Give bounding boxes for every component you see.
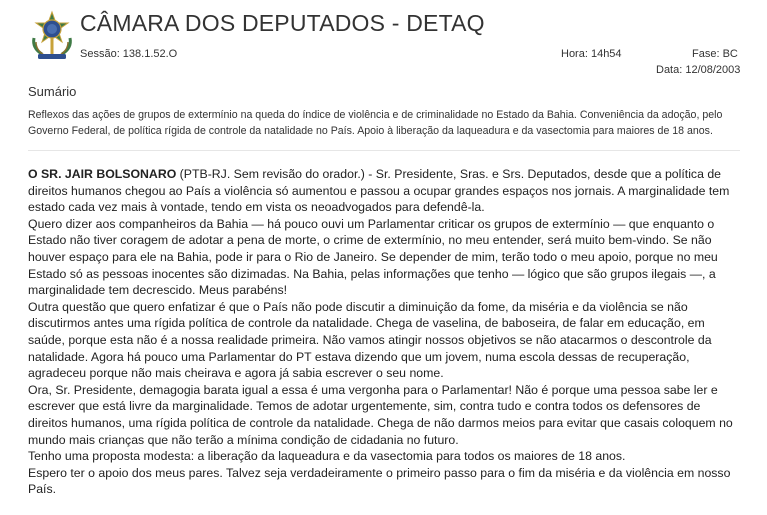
speech-paragraph: Ora, Sr. Presidente, demagogia barata igual a essa é uma vergonha para o Parlamentar! Não é porque uma pessoa sabe ler e escrever que está livre da marginalidade. Temos de adotar urgentemente, sim, contra tudo e contra todos os defensores de direitos humanos, uma rígida política de controle da natalidade. Chega de não darmos meios para evitar que casais coloquem no mundo mais crianças que não terão a mínima condição de cidadania no futuro. bbox=[28, 382, 733, 447]
speech-paragraph: Espero ter o apoio dos meus pares. Talvez seja verdadeiramente o primeiro passo para o fim da miséria e da violência em nosso País. bbox=[28, 465, 731, 497]
section-divider bbox=[28, 150, 740, 151]
phase-label: Fase: BC bbox=[692, 48, 738, 60]
speech-body bbox=[28, 166, 742, 498]
speech-paragraph: Tenho uma proposta modesta: a liberação da laqueadura e da vasectomia para todos os maiores de 18 anos. bbox=[28, 449, 626, 464]
speech-paragraph: Quero dizer aos companheiros da Bahia — há pouco ouvi um Parlamentar criticar os grupos de extermínio — que enquanto o Estado não tiver coragem de adotar a pena de morte, o crime de extermínio, no meu entender, será muito bem-vindo. Se não houver espaço para ele na Bahia, pode ir para o Rio de Janeiro. Se depender de mim, terão todo o meu apoio, porque no meu Estado só as pessoas inocentes são dizimadas. Na Bahia, pelas informações que tenho — lógico que são grupos ilegais —, a marginalidade tem decrescido. Meus parabéns! bbox=[28, 216, 718, 298]
session-label: Sessão: 138.1.52.O bbox=[80, 48, 178, 60]
speaker-name: O SR. JAIR BOLSONARO bbox=[28, 167, 177, 181]
summary-text: Reflexos das ações de grupos de extermínio na queda do índice de violência e de criminalidade no Estado da Bahia. Conveniência da adoção, pelo Governo Federal, de política rígida de controle da natalidade no País. Apoio à liberação da laqueadura e da vasectomia para maiores de 18 anos. bbox=[28, 109, 723, 137]
summary-heading: Sumário bbox=[28, 84, 77, 99]
speech-intro: (PTB-RJ. Sem revisão do orador.) - Sr. Presidente, Sras. e Srs. Deputados, desde que a política de direitos humanos chegou ao País a violência só aumentou e passou a ocupar grandes espaços nos jornais. A marginalidade tem estado cada vez mais à vontade, tendo em vista os neoadvogados para defendê-la. bbox=[28, 167, 730, 215]
page-title: CÂMARA DOS DEPUTADOS - DETAQ bbox=[80, 10, 485, 36]
time-label: Hora: 14h54 bbox=[561, 48, 622, 60]
speech-intro-paragraph bbox=[28, 166, 742, 216]
brasil-coat-of-arms-icon bbox=[28, 10, 76, 62]
speech-paragraph: Outra questão que quero enfatizar é que o País não pode discutir a diminuição da fome, da miséria e da violência se não discutirmos antes uma rígida política de controle da natalidade. Chega de vaselina, de baboseira, de falar em educação, em saúde, porque esta não é a nossa realidade primeira. Não vamos atingir nossos objetivos se não atacarmos o descontrole da natalidade. Agora há pouco uma Parlamentar do PT estava dizendo que um jovem, numa escola dessas de recuperação, agradeceu porque não mais cheirava e agora já sabia escrever o seu nome. bbox=[28, 299, 712, 381]
date-label: Data: 12/08/2003 bbox=[656, 64, 741, 76]
